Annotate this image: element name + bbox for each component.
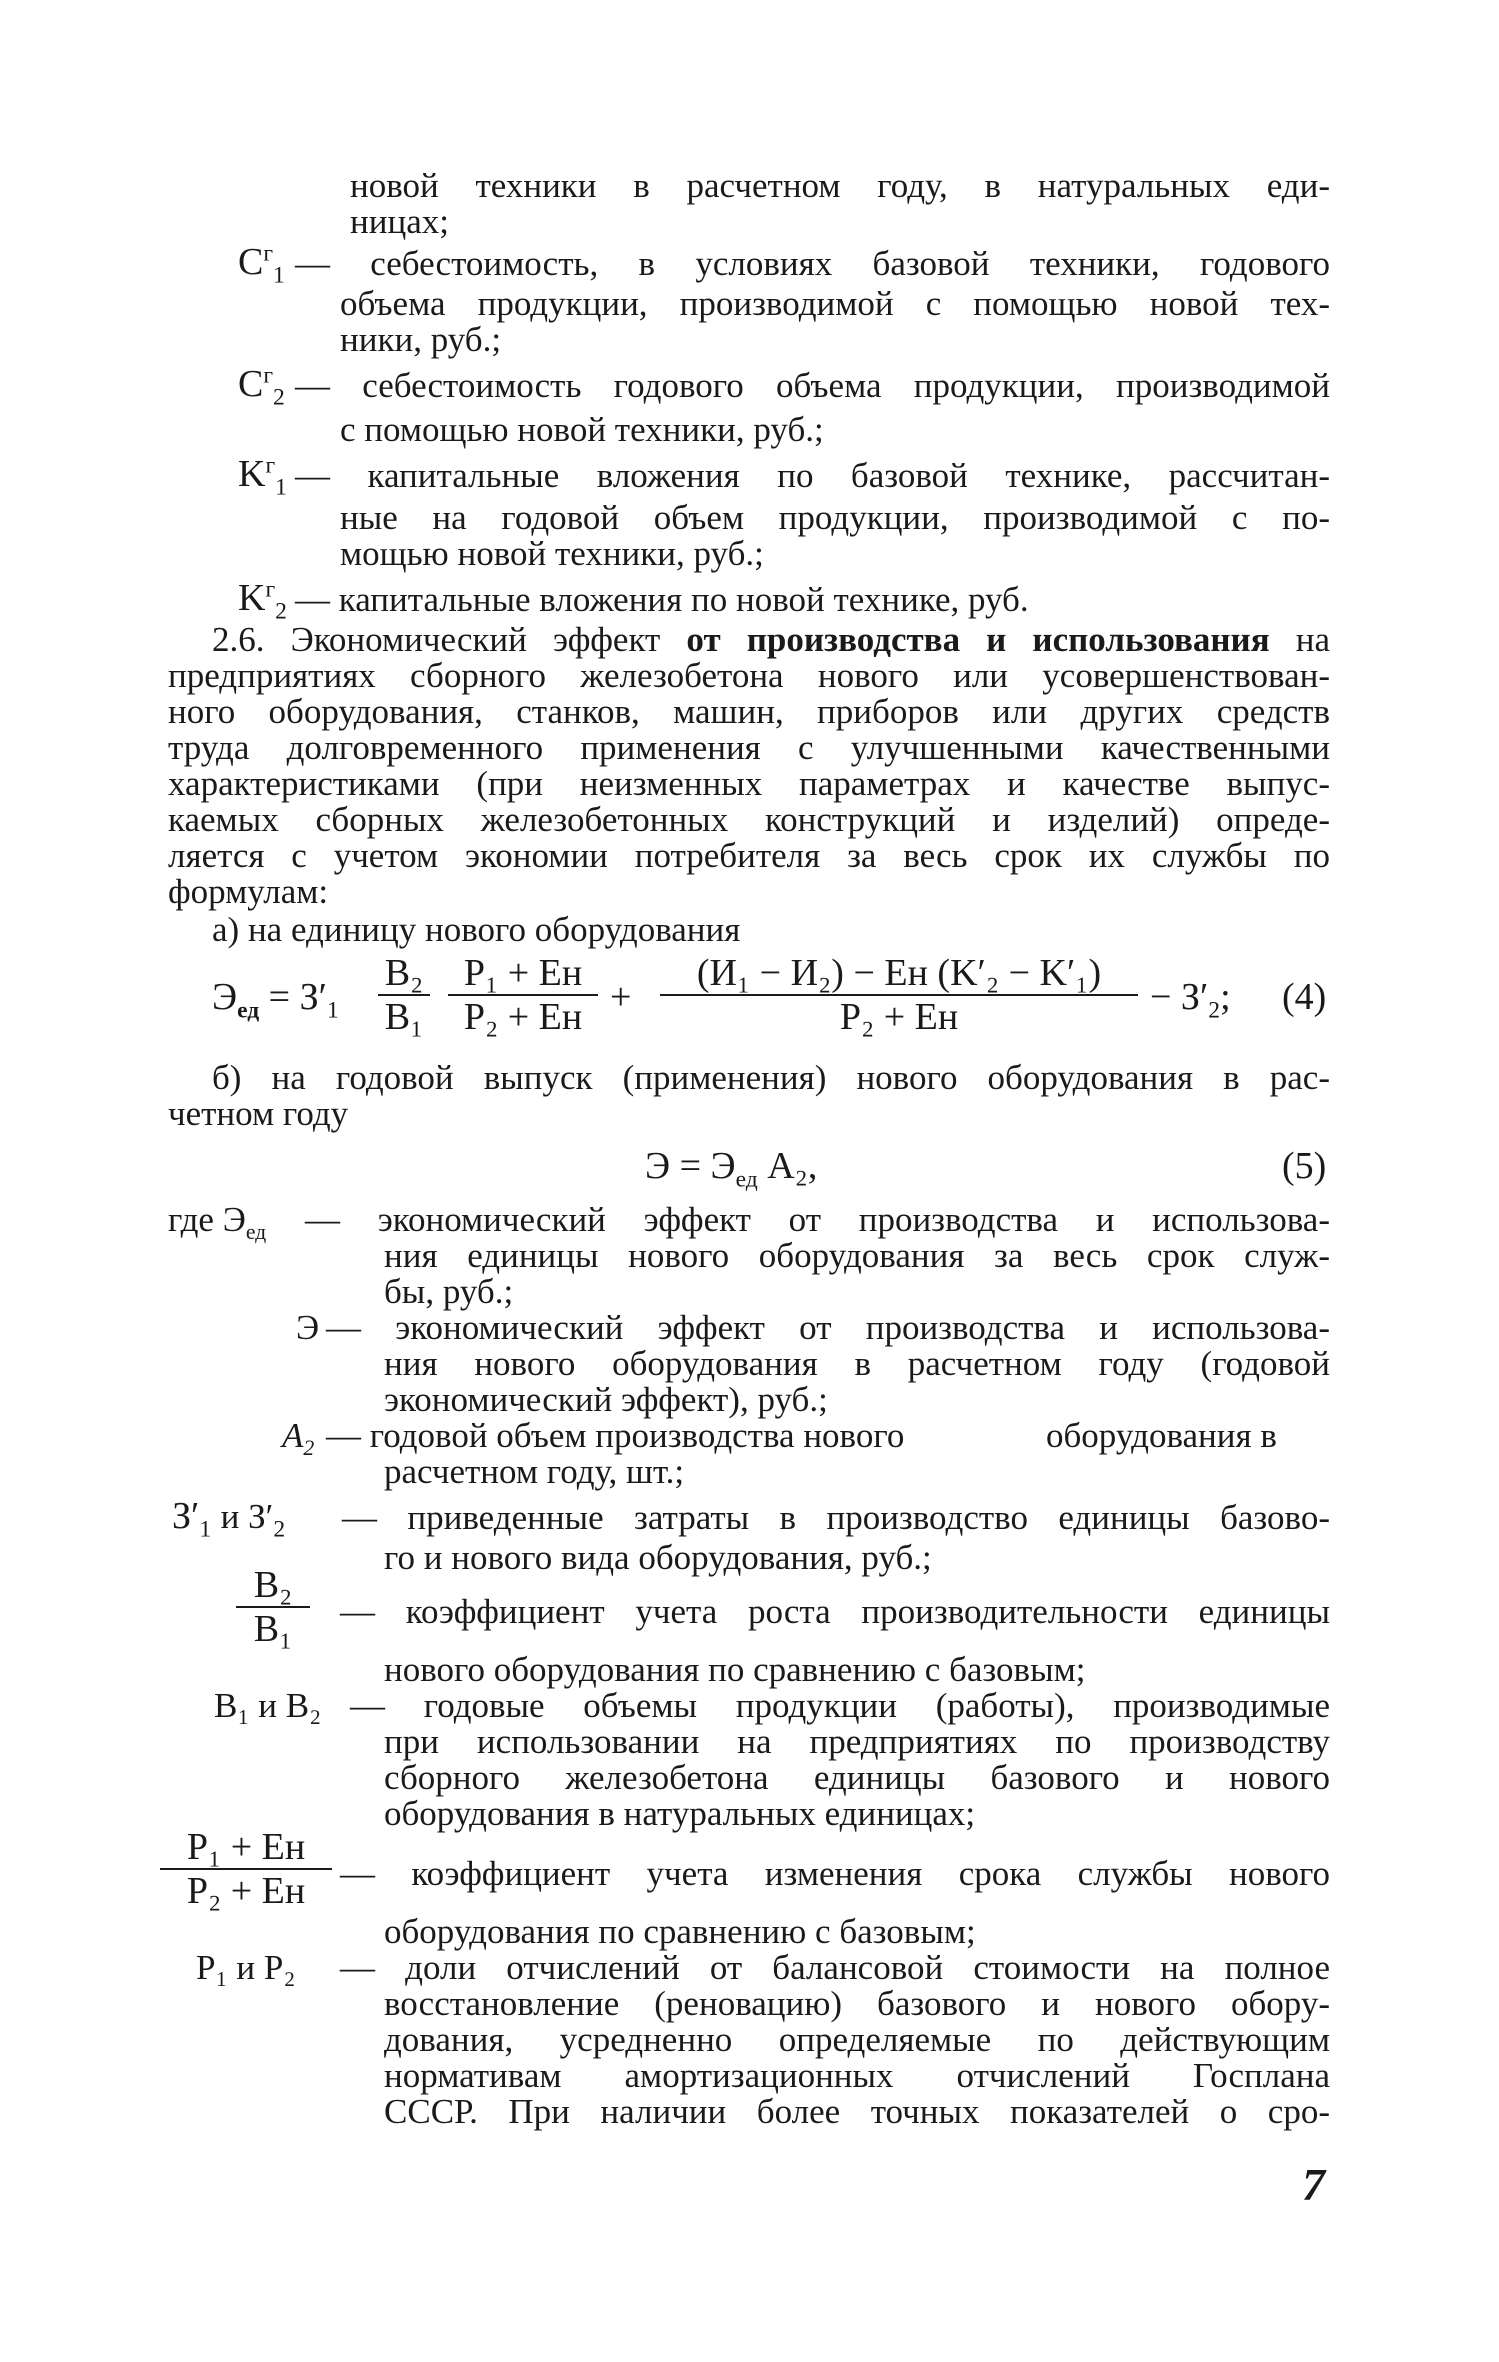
def-p-line-1: — коэффициент учета изменения срока службы нового <box>340 1854 1330 1893</box>
def-b-line-2: нового оборудования по сравнению с базовым; <box>384 1650 1086 1689</box>
symbol-c2: $C^г_2$ <box>238 362 285 411</box>
def-a2-line-1b: оборудования в <box>1046 1416 1277 1455</box>
item-b-line-1: б) на годовой выпуск (применения) нового оборудования в рас- <box>212 1058 1330 1097</box>
k1-line-2: ные на годовой объем продукции, производимой с по- <box>340 498 1330 537</box>
c1-line-1: — себестоимость, в условиях базовой техники, годового <box>295 244 1330 283</box>
def-pp-line-4: нормативам амортизационных отчислений Госплана <box>384 2056 1330 2095</box>
formula-4-fraction-main: (И₁ − И₂) − Eн (K′₂ − K′₁) P₂ + Eн <box>660 952 1138 1038</box>
def-pp-line-3: дования, усредненно определяемые по действующим <box>384 2020 1330 2059</box>
def-pp-line-2: восстановление (реновацию) базового и нового обору- <box>384 1984 1330 2023</box>
c1-line-3: ники, руб.; <box>340 320 502 359</box>
formula-5: $Э = Э_{ед}$ A₂, <box>645 1145 818 1193</box>
def-e-line-2: ния нового оборудования в расчетном году (годовой <box>384 1344 1330 1383</box>
def-e-term: Э <box>296 1308 320 1347</box>
def-b-fraction: B₂ B₁ <box>236 1564 310 1650</box>
section-2-6-line-6: каемых сборных железобетонных конструкций и изделий) опреде- <box>168 800 1330 839</box>
symbol-k1: $K^г_1$ <box>238 452 287 501</box>
formula-4-number: (4) <box>1282 976 1327 1018</box>
def-bb-term: B₁ и B₂ <box>214 1686 322 1725</box>
formula-4-lhs: $Э_{ед} = З'_1$ <box>212 976 339 1024</box>
c2-line-2: с помощью новой техники, руб.; <box>340 410 824 449</box>
section-2-6-line-4: труда долговременного применения с улучшенными качественными <box>168 728 1330 767</box>
section-2-6-line-8: формулам: <box>168 872 329 911</box>
def-e-ed-line-3: бы, руб.; <box>384 1272 514 1311</box>
def-bb-line-1: — годовые объемы продукции (работы), производимые <box>350 1686 1330 1725</box>
symbol-c1: $C^г_1$ <box>238 240 285 289</box>
k2-line-1: — капитальные вложения по новой технике, руб. <box>295 580 1029 619</box>
def-e-line-1: — экономический эффект от производства и использова- <box>326 1308 1330 1347</box>
formula-5-number: (5) <box>1282 1145 1327 1187</box>
k1-line-3: мощью новой техники, руб.; <box>340 534 764 573</box>
formula-4-tail: − $З'_2$; <box>1150 976 1231 1024</box>
continuation-line-2: ницах; <box>350 202 449 241</box>
section-2-6-line-2: предприятиях сборного железобетона нового или усовершенствован- <box>168 656 1330 695</box>
def-p-line-2: оборудования по сравнению с базовым; <box>384 1912 976 1951</box>
def-e-ed-line-1: — экономический эффект от производства и использова- <box>305 1200 1330 1239</box>
section-2-6-line-3: ного оборудования, станков, машин, приборов или других средств <box>168 692 1330 731</box>
c2-line-1: — себестоимость годового объема продукции, производимой <box>295 366 1330 405</box>
def-b-line-1: — коэффициент учета роста производительности единицы <box>340 1592 1330 1631</box>
def-pp-term: P₁ и P₂ <box>196 1948 296 1987</box>
formula-4-plus: + <box>610 976 632 1018</box>
def-p-fraction: P₁ + Eн P₂ + Eн <box>160 1826 332 1912</box>
continuation-line-1: новой техники в расчетном году, в натуральных еди- <box>350 166 1330 205</box>
def-e-line-3: экономический эффект), руб.; <box>384 1380 828 1419</box>
def-pp-line-1: — доли отчислений от балансовой стоимости на полное <box>340 1948 1330 1987</box>
k1-line-1: — капитальные вложения по базовой технике, рассчитан- <box>295 456 1330 495</box>
def-e-ed-term: где $Э_{ед}$ <box>168 1200 267 1244</box>
def-bb-line-4: оборудования в натуральных единицах; <box>384 1794 976 1833</box>
def-a2-term: $A_2$ <box>282 1416 315 1460</box>
formula-4-fraction-p: P₁ + Eн P₂ + Eн <box>448 952 598 1038</box>
def-e-ed-line-2: ния единицы нового оборудования за весь срок служ- <box>384 1236 1330 1275</box>
def-a2-line-2: расчетном году, шт.; <box>384 1452 685 1491</box>
c1-line-2: объема продукции, производимой с помощью новой тех- <box>340 284 1330 323</box>
def-bb-line-2: при использовании на предприятиях по производству <box>384 1722 1330 1761</box>
section-2-6-line-5: характеристиками (при неизменных параметрах и качестве выпус- <box>168 764 1330 803</box>
def-a2-line-1a: — годовой объем производства нового <box>326 1416 905 1455</box>
formula-4-fraction-b: B₂ B₁ <box>378 952 430 1038</box>
section-2-6-line-7: ляется с учетом экономии потребителя за весь срок их службы по <box>168 836 1330 875</box>
item-a: а) на единицу нового оборудования <box>212 910 741 949</box>
def-z-line-2: го и нового вида оборудования, руб.; <box>384 1538 932 1577</box>
def-z-line-1: — приведенные затраты в производство единицы базово- <box>342 1498 1330 1537</box>
def-bb-line-3: сборного железобетона единицы базового и нового <box>384 1758 1330 1797</box>
section-2-6-line-1: 2.6. Экономический эффект от производства и использования на <box>212 620 1330 659</box>
symbol-k2: $K^г_2$ <box>238 576 287 625</box>
def-pp-line-5: СССР. При наличии более точных показателей о сро- <box>384 2092 1330 2131</box>
item-b-line-2: четном году <box>168 1094 349 1133</box>
def-z-term: $З'_1$ и $З'_2$ <box>172 1495 286 1543</box>
page-number: 7 <box>1302 2159 1325 2210</box>
